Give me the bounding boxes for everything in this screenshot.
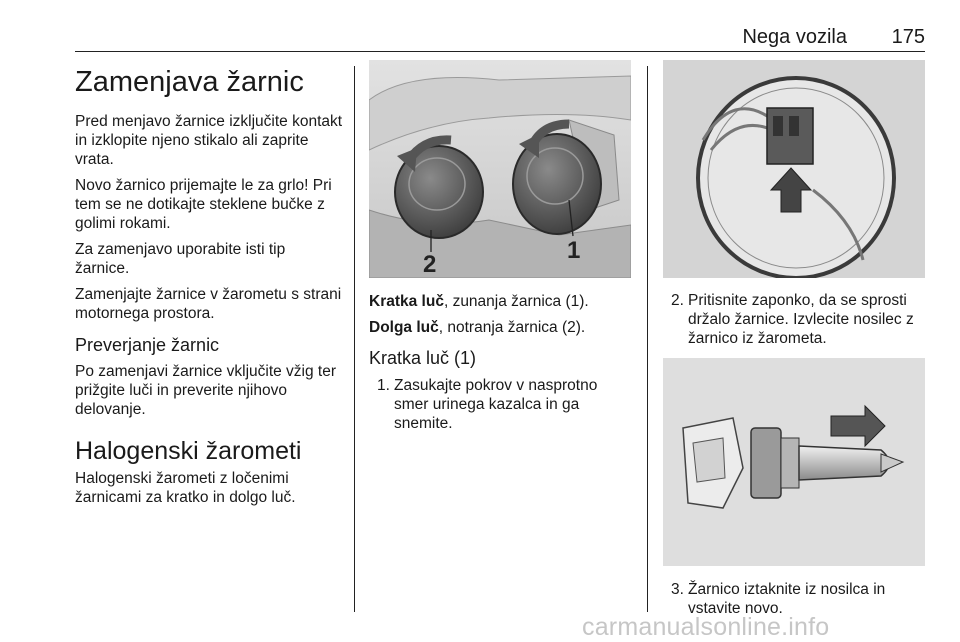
watermark: carmanualsonline.info xyxy=(582,613,830,641)
intro-text: Pred menjavo žarnice izključite kontakt in izklopite njeno stikalo ali zaprite vrata. xyxy=(75,113,343,168)
column-3 xyxy=(663,60,925,618)
halogen-heading: Halogenski žarometi xyxy=(75,437,302,465)
main-heading: Zamenjava žarnic xyxy=(75,66,304,98)
page-header xyxy=(75,26,925,52)
step-text: Pritisnite zaponko, da se sprosti držalo žarnice. Izvlecite nosilec z žarnico iz žarometa. xyxy=(688,292,914,347)
column-divider xyxy=(354,66,355,612)
column-2 xyxy=(369,60,631,433)
high-beam-line xyxy=(369,318,631,337)
bulb-holder-figure xyxy=(663,60,925,278)
low-beam-subheading: Kratka luč (1) xyxy=(369,348,477,368)
step-item xyxy=(663,291,925,348)
check-text: Po zamenjavi žarnice vključite vžig ter prižgite luči in preverite njihovo delovanje. xyxy=(75,363,337,418)
bulb-holder-illustration xyxy=(663,60,925,278)
callout-2: 2 xyxy=(423,251,437,278)
step-number: 1. xyxy=(377,377,390,394)
halogen-text: Halogenski žarometi z ločenimi žarnicami za kratko in dolgo luč. xyxy=(75,470,296,506)
low-beam-desc: , zunanja žarnica (1). xyxy=(443,293,589,310)
step-item xyxy=(369,376,631,433)
low-beam-term: Kratka luč xyxy=(369,293,444,310)
bulb-removal-illustration xyxy=(663,358,925,566)
step-list xyxy=(369,376,631,433)
column-1 xyxy=(75,60,343,507)
callout-1: 1 xyxy=(567,237,581,264)
step-number: 2. xyxy=(671,292,684,309)
caution-text: Novo žarnico prijemajte le za grlo! Pri tem se ne dotikajte steklene bučke z golimi rokami. xyxy=(75,177,332,232)
step-text: Žarnico iztaknite iz nosilca in vstavite novo. xyxy=(688,581,886,617)
same-type-text: Za zamenjavo uporabite isti tip žarnice. xyxy=(75,241,286,277)
page-number: 175 xyxy=(891,26,925,48)
check-heading: Preverjanje žarnic xyxy=(75,335,220,355)
step-list xyxy=(663,291,925,348)
engine-side-text: Zamenjajte žarnice v žarometu s strani motornega prostora. xyxy=(75,286,342,322)
step-number: 3. xyxy=(671,581,684,598)
column-divider xyxy=(647,66,648,612)
low-beam-line xyxy=(369,292,631,311)
section-title: Nega vozila xyxy=(742,26,847,48)
high-beam-desc: , notranja žarnica (2). xyxy=(438,319,586,336)
high-beam-term: Dolga luč xyxy=(369,319,439,336)
bulb-removal-figure xyxy=(663,358,925,566)
step-text: Zasukajte pokrov v nasprotno smer urinega kazalca in ga snemite. xyxy=(394,377,598,432)
headlamp-covers-figure xyxy=(369,60,631,278)
headlamp-covers-illustration xyxy=(369,60,631,278)
